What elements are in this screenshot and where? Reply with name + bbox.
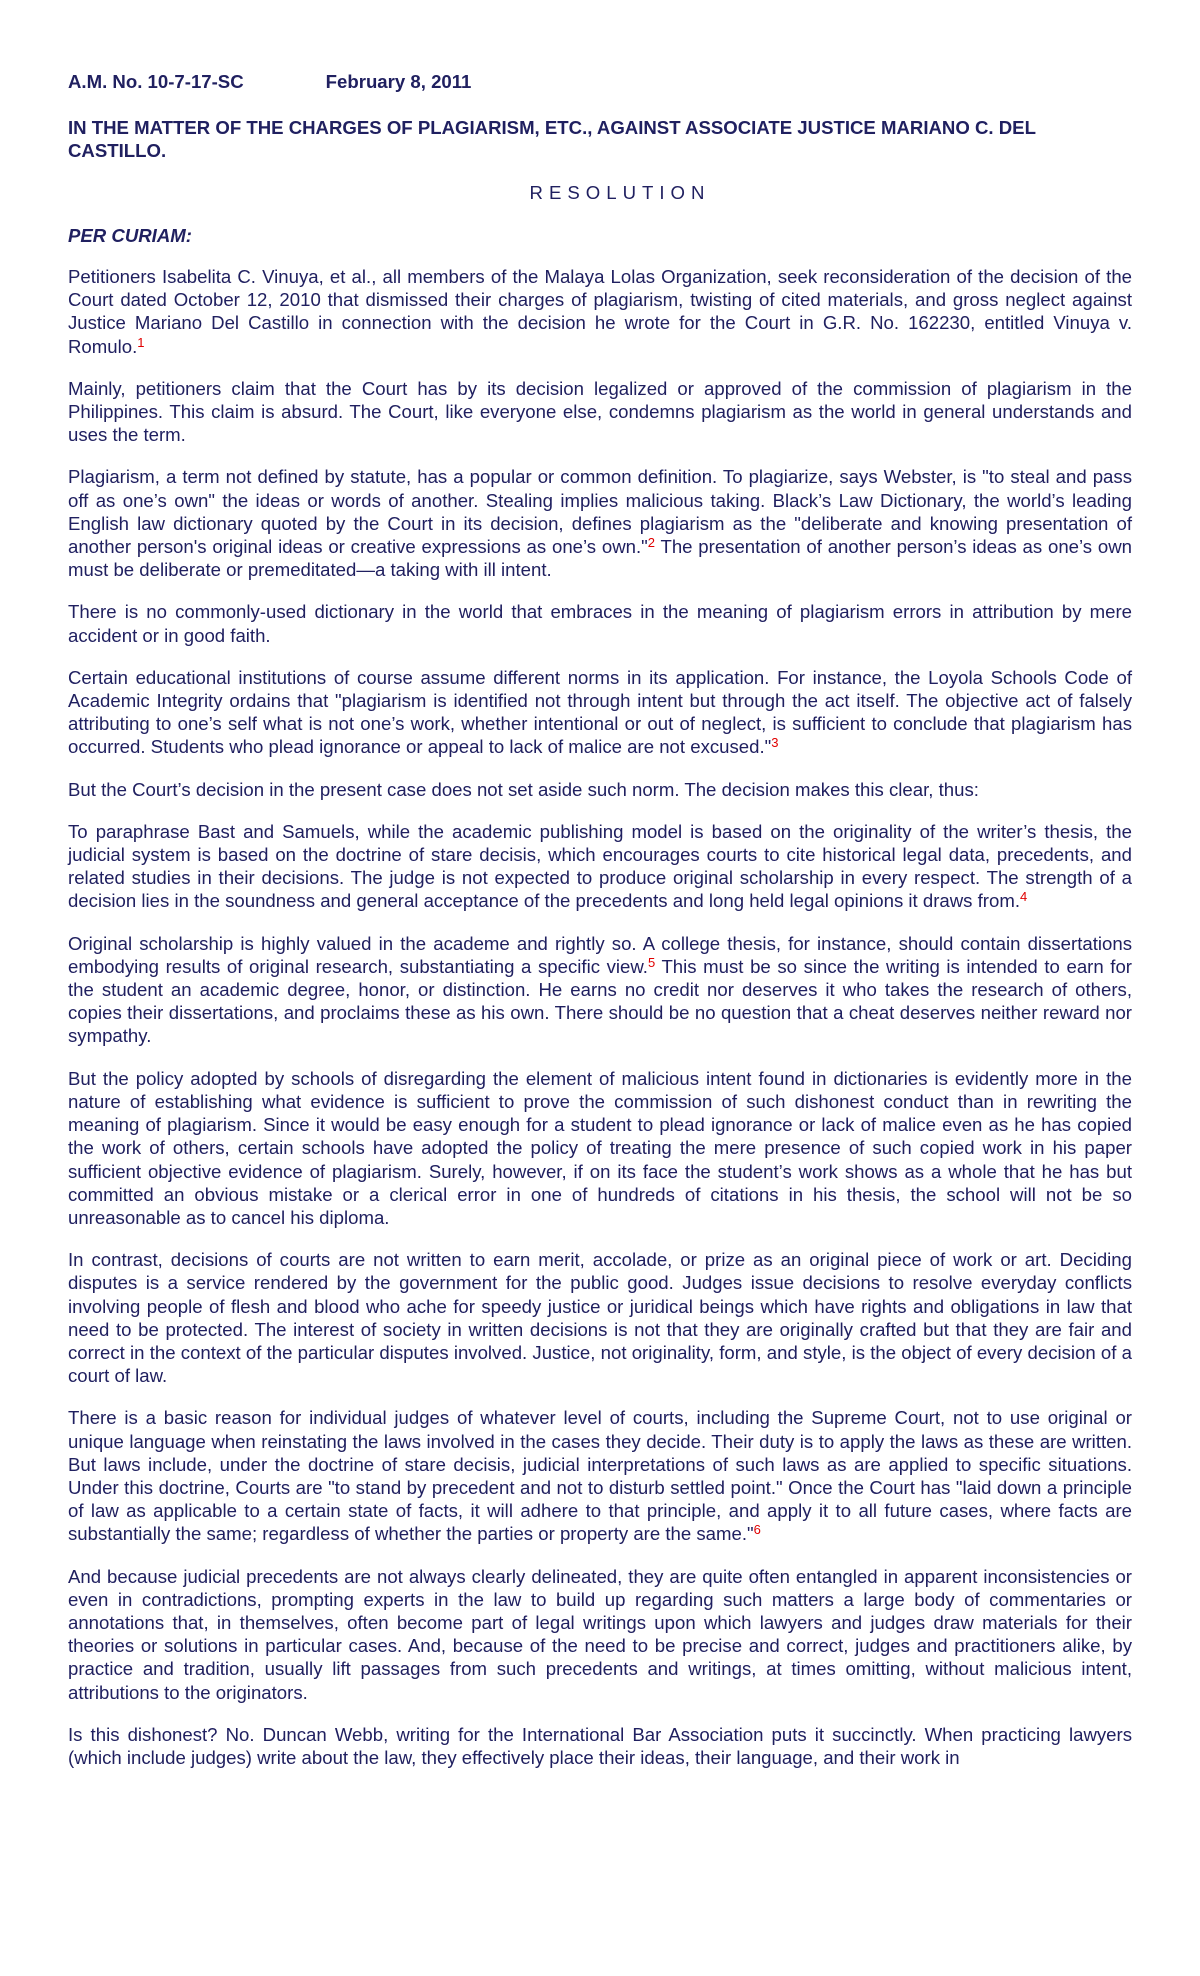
case-date: February 8, 2011 bbox=[325, 71, 472, 92]
case-title: IN THE MATTER OF THE CHARGES OF PLAGIARISM, ETC., AGAINST ASSOCIATE JUSTICE MARIANO C. DEL CASTILLO. bbox=[68, 117, 1036, 161]
paragraph: Certain educational institutions of course assume different norms in its application. For instance, the Loyola Schools Code of Academic Integrity ordains that "plagiarism is identified not through intent but through the act itself. The objective act of falsely attributing to one’s self what is not one’s work, whether intentional or out of neglect, is sufficient to conclude that plagiarism has occurred. Students who plead ignorance or appeal to lack of malice are not excused."$^3$ bbox=[68, 666, 1132, 758]
paragraph: But the Court’s decision in the present case does not set aside such norm. The decision makes this clear, thus: bbox=[68, 778, 979, 800]
resolution-heading: RESOLUTION bbox=[529, 182, 711, 203]
paragraph: There is a basic reason for individual judges of whatever level of courts, including the Supreme Court, not to use original or unique language when reinstating the laws involved in the cases they decide. Their duty is to apply the laws as these are written. But laws include, under the doctrine of stare decisis, judicial interpretations of such laws as are applied to specific situations. Under this doctrine, Courts are "to stand by precedent and not to disturb settled point." Once the Court has "laid down a principle of law as applicable to a certain state of facts, it will adhere to that principle, and apply it to all future cases, where facts are substantially the same; regardless of whether the parties or property are the same."$^6$ bbox=[68, 1407, 1132, 1545]
footnote-reference[interactable]: 3 bbox=[771, 735, 779, 751]
quoted-paragraph: To paraphrase Bast and Samuels, while the academic publishing model is based on the originality of the writer’s thesis, the judicial system is based on the doctrine of stare decisis, which encourages courts to cite historical legal data, precedents, and related studies in their decisions. The judge is not expected to produce original scholarship in every respect. The strength of a decision lies in the soundness and general acceptance of the precedents and long held legal opinions it draws from.$^4$ bbox=[68, 820, 1132, 912]
footnote-reference[interactable]: 5 bbox=[647, 954, 656, 970]
paragraph: Original scholarship is highly valued in the academe and rightly so. A college thesis, for instance, should contain dissertations embodying results of original research, substantiating a specific view.$^5$ This must be so since the writing is intended to earn for the student an academic degree, honor, or distinction. He earns no credit nor deserves it who takes the research of others, copies their dissertations, and proclaims these as his own. There should be no question that a cheat deserves neither reward nor sympathy. bbox=[68, 932, 1132, 1047]
resolution-body bbox=[68, 265, 1132, 1788]
paragraph: There is no commonly-used dictionary in the world that embraces in the meaning of plagiarism errors in attribution by mere accident or in good faith. bbox=[68, 601, 1132, 646]
paragraph: Mainly, petitioners claim that the Court has by its decision legalized or approved of the commission of plagiarism in the Philippines. This claim is absurd. The Court, like everyone else, condemns plagiarism as the world in general understands and uses the term. bbox=[68, 377, 1132, 446]
paragraph: And because judicial precedents are not always clearly delineated, they are quite often entangled in apparent inconsistencies or even in contradictions, prompting experts in the law to build up regarding such matters a large body of commentaries or annotations that, in themselves, often become part of legal writings upon which lawyers and judges draw materials for their theories or solutions in particular cases. And, because of the need to be precise and correct, judges and practitioners alike, by practice and tradition, usually lift passages from such precedents and writings, at times omitting, without malicious intent, attributions to the originators. bbox=[68, 1565, 1132, 1703]
case-number: A.M. No. 10-7-17-SC bbox=[68, 71, 244, 92]
paragraph: In contrast, decisions of courts are not written to earn merit, accolade, or prize as an original piece of work or art. Deciding disputes is a service rendered by the government for the public good. Judges issue decisions to resolve everyday conflicts involving people of flesh and blood who ache for speedy justice or juridical beings which have rights and obligations in law that need to be protected. The interest of society in written decisions is not that they are originally crafted but that they are fair and correct in the context of the particular disputes involved. Justice, not originality, form, and style, is the object of every decision of a court of law. bbox=[68, 1249, 1132, 1387]
footnote-reference[interactable]: 4 bbox=[1020, 889, 1028, 905]
paragraph: But the policy adopted by schools of disregarding the element of malicious intent found in dictionaries is evidently more in the nature of establishing what evidence is sufficient to prove the commission of such dishonest conduct than in rewriting the meaning of plagiarism. Since it would be easy enough for a student to plead ignorance or lack of malice even as he has copied the work of others, certain schools have adopted the policy of treating the mere presence of such copied work in his paper sufficient objective evidence of plagiarism. Surely, however, if on its face the student’s work shows as a whole that he has but committed an obvious mistake or a clerical error in one of hundreds of citations in his thesis, the school will not be so unreasonable as to cancel his diploma. bbox=[68, 1067, 1132, 1228]
footnote-reference[interactable]: 2 bbox=[647, 535, 655, 551]
paragraph: Plagiarism, a term not defined by statute, has a popular or common definition. To plagiarize, says Webster, is "to steal and pass off as one’s own" the ideas or words of another. Stealing implies malicious taking. Black’s Law Dictionary, the world’s leading English law dictionary quoted by the Court in its decision, defines plagiarism as the "deliberate and knowing presentation of another person's original ideas or creative expressions as one’s own."$^2$ The presentation of another person’s ideas as one’s own must be deliberate or premeditated—a taking with ill intent. bbox=[68, 466, 1132, 581]
footnote-reference[interactable]: 6 bbox=[753, 1522, 761, 1538]
paragraph: Petitioners Isabelita C. Vinuya, et al., all members of the Malaya Lolas Organization, seek reconsideration of the decision of the Court dated October 12, 2010 that dismissed their charges of plagiarism, twisting of cited materials, and gross neglect against Justice Mariano Del Castillo in connection with the decision he wrote for the Court in G.R. No. 162230, entitled Vinuya v. Romulo.$^1$ bbox=[68, 266, 1132, 357]
case-header bbox=[68, 70, 471, 93]
footnote-reference[interactable]: 1 bbox=[137, 334, 145, 350]
per-curiam-label: PER CURIAM: bbox=[68, 225, 192, 246]
paragraph: Is this dishonest? No. Duncan Webb, writing for the International Bar Association puts it succinctly. When practicing lawyers (which include judges) write about the law, they effectively place their ideas, their language, and their work in bbox=[68, 1723, 1132, 1768]
